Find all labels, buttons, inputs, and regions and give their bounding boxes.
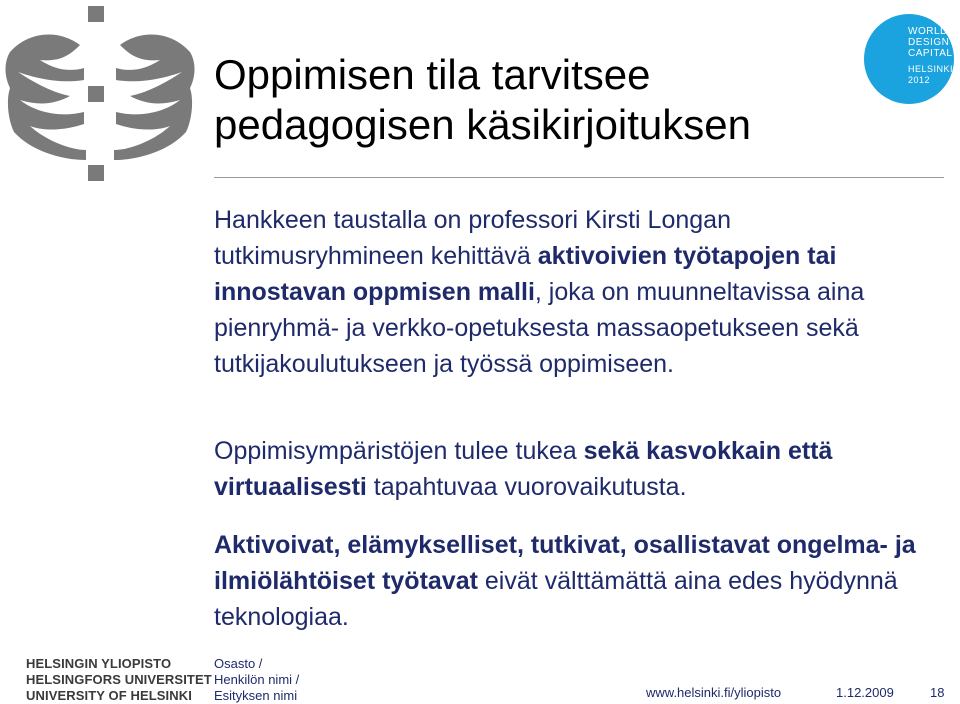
- badge-line-capital: CAPITAL: [908, 48, 953, 59]
- paragraph-2: [214, 433, 944, 527]
- badge-line-design: DESIGN: [908, 37, 950, 48]
- university-name-sv: HELSINGFORS UNIVERSITET: [26, 672, 212, 687]
- university-name-fi: HELSINGIN YLIOPISTO: [26, 656, 172, 671]
- badge-line-year: 2012: [908, 75, 931, 85]
- paragraph-1: [214, 202, 944, 433]
- paragraph-2-text-a: Oppimisympäristöjen tulee tukea: [214, 437, 584, 465]
- meta-presentation: Esityksen nimi: [214, 688, 298, 703]
- paragraph-3-text: eivät välttämättä aina edes hyödynnä teknologiaa.: [214, 567, 898, 631]
- footer-date: 1.12.2009: [836, 685, 894, 700]
- presentation-meta: [214, 656, 299, 704]
- paragraph-3: [214, 527, 944, 635]
- paragraph-3-emphasis: Aktivoivat, elämykselliset, tutkivat, osallistavat ongelma- ja ilmiölähtöiset työtavat: [214, 531, 916, 595]
- meta-person: Henkilön nimi /: [214, 672, 300, 687]
- slide-title-line-1: Oppimisen tila tarvitsee: [214, 51, 651, 98]
- footer-url[interactable]: www.helsinki.fi/yliopisto: [646, 685, 782, 700]
- badge-line-helsinki: HELSINKI: [908, 64, 954, 74]
- paragraph-2-text-b: tapahtuvaa vuorovaikutusta.: [366, 473, 687, 501]
- paragraph-2-emphasis: sekä kasvokkain että virtuaalisesti: [214, 437, 833, 501]
- paragraph-1-emphasis: aktivoivien työtapojen tai innostavan oppmisen malli: [214, 242, 837, 306]
- title-divider: [214, 177, 944, 178]
- slide-title: [214, 50, 934, 150]
- slide-title-line-2: pedagogisen käsikirjoituksen: [214, 101, 751, 148]
- meta-department: Osasto /: [214, 656, 263, 671]
- page-number: 18: [930, 685, 945, 700]
- paragraph-1-text-b: , joka on muunneltavissa aina pienryhmä- ja verkko-opetuksesta massaopetukseen sekä tutkijakoulutukseen ja työssä oppimiseen.: [214, 278, 865, 378]
- paragraph-1-text-a: Hankkeen taustalla on professori Kirsti Longan tutkimusryhmineen kehittävä: [214, 206, 731, 270]
- university-name-block: [26, 656, 212, 704]
- badge-line-world: WORLD: [908, 26, 948, 37]
- slide-body: [214, 202, 944, 635]
- helsinki-flame-logo-icon: [0, 0, 200, 190]
- university-name-en: UNIVERSITY OF HELSINKI: [26, 688, 192, 703]
